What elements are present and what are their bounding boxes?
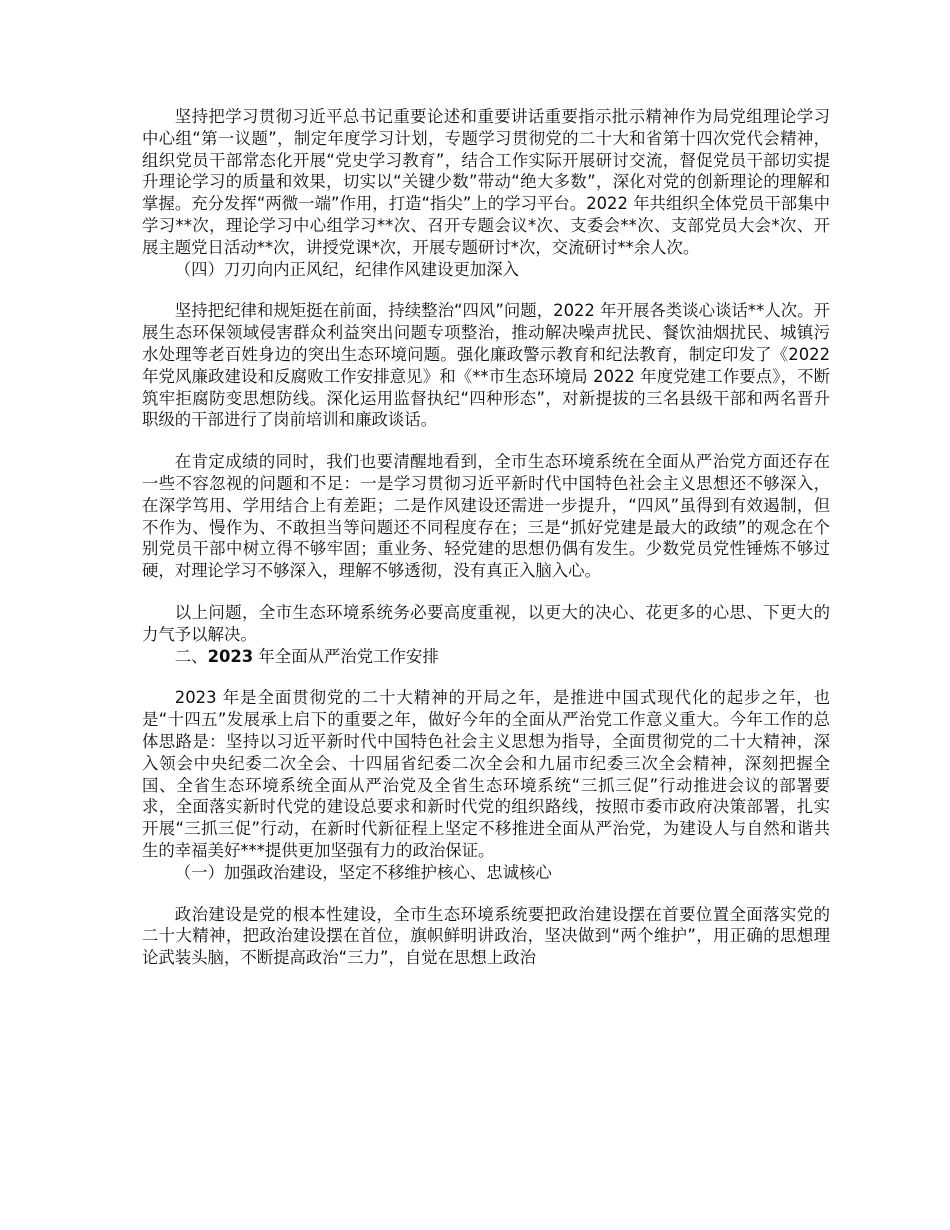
paragraph-discipline: 坚持把纪律和规矩挺在前面，持续整治“四风”问题，2022 年开展各类谈心谈话**人次。开展生态环保领域侵害群众利益突出问题专项整治，推动解决噪声扰民、餐饮油烟扰民、城镇污水处理等老百姓身边的突出生态环境问题。强化廉政警示教育和纪法教育，制定印发了《2022 年党风廉政建设和反腐败工作安排意见》和《**市生态环境局 2022 年度党建工作要点》，不断筑牢拒腐防变思想防线。深化运用监督执纪“四种形态”，对新提拔的三名县级干部和两名晋升职级的干部进行了岗前培训和廉政谈话。 — [142, 301, 830, 430]
section-heading-discipline: （四）刀刃向内正风纪，纪律作风建设更加深入 — [174, 259, 519, 279]
paragraph-problems: 在肯定成绩的同时，我们也要清醒地看到，全市生态环境系统在全面从严治党方面还存在一些不容忽视的问题和不足：一是学习贯彻习近平新时代中国特色社会主义思想还不够深入，在深学笃用、学用结合上有差距；二是作风建设还需进一步提升，“四风”虽得到有效遏制，但不作为、慢作为、不敢担当等问题还不同程度存在；三是“抓好党建是最大的政绩”的观念在个别党员干部中树立得不够牢固；重业务、轻党建的思想仍偶有发生。少数党员党性锤炼不够过硬，对理论学习不够深入，理解不够透彻，没有真正入脑入心。 — [142, 452, 830, 581]
heading-prefix: 二、 — [174, 646, 208, 666]
heading-year: 2023 — [207, 646, 254, 666]
section-heading-2023-plan — [142, 646, 830, 668]
heading-rest: 年全面从严治党工作安排 — [253, 646, 439, 666]
paragraph-political: 政治建设是党的根本性建设，全市生态环境系统要把政治建设摆在首要位置全面落实党的二十大精神，把政治建设摆在首位，旗帜鲜明讲政治，坚决做到“两个维护”，用正确的思想理论武装头脑，不断提高政治“三力”，自觉在思想上政治 — [142, 904, 830, 968]
paragraph-2023-overview: 2023 年是全面贯彻党的二十大精神的开局之年，是推进中国式现代化的起步之年，也是“十四五”发展承上启下的重要之年，做好今年的全面从严治党工作意义重大。今年工作的总体思路是：坚持以习近平新时代中国特色社会主义思想为指导，全面贯彻党的二十大精神，深入领会中央纪委二次全会、十四届省纪委二次全会和九届市纪委三次全会精神，深刻把握全国、全省生态环境系统全面从严治党及全省生态环境系统“三抓三促”行动推进会议的部署要求，全面落实新时代党的建设总要求和新时代党的组织路线，按照市委市政府决策部署，扎实开展“三抓三促”行动，在新时代新征程上坚定不移推进全面从严治党，为建设人与自然和谐共生的幸福美好***提供更加坚强有力的政治保证。 — [142, 688, 830, 860]
paragraph-theory-study: 坚持把学习贯彻习近平总书记重要论述和重要讲话重要指示批示精神作为局党组理论学习中心组“第一议题”，制定年度学习计划，专题学习贯彻党的二十大和省第十四次党代会精神，组织党员干部常态化开展“党史学习教育”，结合工作实际开展研讨交流，督促党员干部切实提升理论学习的质量和效果，切实以“关键少数”带动“绝大多数”，深化对党的创新理论的理解和掌握。充分发挥“两微一端”作用，打造“指尖”上的学习平台。2022 年共组织全体党员干部集中学习**次，理论学习中心组学习**次、召开专题会议*次、支委会**次、支部党员大会*次、开展主题党日活动**次，讲授党课*次，开展专题研讨*次，交流研讨**余人次。 — [142, 107, 830, 257]
paragraph-resolve: 以上问题，全市生态环境系统务必要高度重视，以更大的决心、花更多的心思、下更大的力气予以解决。 — [142, 602, 830, 644]
document-body — [142, 106, 830, 969]
section-heading-political: （一）加强政治建设，坚定不移维护核心、忠诚核心 — [174, 862, 552, 882]
